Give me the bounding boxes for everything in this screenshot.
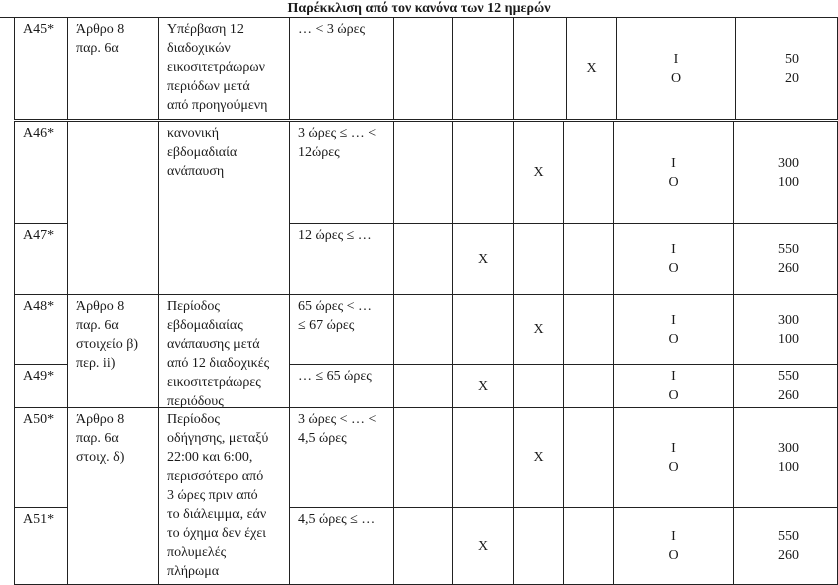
mark-empty-cell	[393, 507, 453, 585]
fine-cell-a45	[735, 17, 838, 120]
code-cell-a46: A46*	[14, 121, 68, 224]
condition-cell-a51: 4,5 ώρες ≤ …	[289, 507, 394, 585]
article-cell-group3: Άρθρο 8 παρ. 6α στοιχ. δ)	[67, 407, 159, 585]
level-cell-a46	[613, 121, 734, 224]
article-cell-group1-cont	[67, 121, 159, 295]
mark-cell-a46: X	[513, 121, 564, 224]
mark-empty-cell	[563, 407, 614, 508]
code-cell-a50: A50*	[14, 407, 68, 508]
fine-cell-a49	[733, 364, 838, 408]
mark-empty-cell	[563, 364, 614, 408]
fines-a48: 300 100	[778, 312, 799, 347]
mark-empty-cell	[513, 507, 564, 585]
mark-empty-cell	[393, 17, 453, 120]
mark-cell-a51: X	[452, 507, 514, 585]
condition-cell-a50: 3 ώρες < … < 4,5 ώρες	[289, 407, 394, 508]
mark-empty-cell	[452, 17, 514, 120]
fines-a49: 550 260	[778, 369, 799, 403]
level-cell-a49	[613, 364, 734, 408]
mark-empty-cell	[563, 223, 614, 295]
fines-a46: 300 100	[778, 155, 799, 190]
mark-cell-a47: X	[452, 223, 514, 295]
condition-cell-a45: … < 3 ώρες	[289, 17, 394, 120]
table-title: Παρέκκλιση από τον κανόνα των 12 ημερών	[287, 1, 551, 16]
mark-empty-cell	[563, 507, 614, 585]
mark-empty-cell	[452, 294, 514, 365]
mark-empty-cell	[393, 121, 453, 224]
description-cell-group1-part2: κανονική εβδομαδιαία ανάπαυση	[158, 121, 290, 295]
level-cell-a50	[613, 407, 734, 508]
levels-a45: I O	[670, 51, 682, 86]
condition-cell-a47: 12 ώρες ≤ …	[289, 223, 394, 295]
levels-a47: I O	[668, 242, 679, 276]
fines-a45: 50 20	[785, 51, 799, 86]
mark-empty-cell	[452, 121, 514, 224]
fines-a47: 550 260	[778, 242, 799, 276]
level-cell-a45	[616, 17, 736, 120]
level-cell-a48	[613, 294, 734, 365]
level-cell-a47	[613, 223, 734, 295]
description-cell-group3: Περίοδος οδήγησης, μεταξύ 22:00 και 6:00, περισσότερο από 3 ώρες πριν από το διάλειμμα, εάν το όχημα δεν έχει πολυμελές πλήρωμα	[158, 407, 290, 585]
mark-empty-cell	[563, 121, 614, 224]
code-cell-a49: A49*	[14, 364, 68, 408]
code-cell-a45: A45*	[14, 17, 68, 120]
mark-cell-a48: X	[513, 294, 564, 365]
mark-cell-a50: X	[513, 407, 564, 508]
article-cell-group1: Άρθρο 8 παρ. 6α	[67, 17, 159, 120]
fine-cell-a51	[733, 507, 838, 585]
description-cell-group1-part1: Υπέρβαση 12 διαδοχικών εικοσιτετράωρων περιόδων μετά από προηγούμενη	[158, 17, 290, 120]
mark-empty-cell	[513, 17, 567, 120]
levels-a48: I O	[668, 312, 679, 347]
condition-cell-a49: … ≤ 65 ώρες	[289, 364, 394, 408]
levels-a49: I O	[668, 369, 679, 403]
condition-cell-a48: 65 ώρες < … ≤ 67 ώρες	[289, 294, 394, 365]
mark-empty-cell	[513, 364, 564, 408]
mark-empty-cell	[452, 407, 514, 508]
mark-empty-cell	[393, 364, 453, 408]
levels-a46: I O	[668, 155, 679, 190]
article-cell-group2: Άρθρο 8 παρ. 6α στοιχείο β) περ. ii)	[67, 294, 159, 408]
fine-cell-a47	[733, 223, 838, 295]
fine-cell-a50	[733, 407, 838, 508]
code-cell-a47: A47*	[14, 223, 68, 295]
description-cell-group2: Περίοδος εβδομαδιαίας ανάπαυσης μετά από 12 διαδοχικές εικοσιτετράωρες περιόδους	[158, 294, 290, 408]
condition-cell-a46: 3 ώρες ≤ … < 12ώρες	[289, 121, 394, 224]
mark-empty-cell	[393, 407, 453, 508]
fines-a51: 550 260	[778, 529, 799, 563]
level-cell-a51	[613, 507, 734, 585]
mark-empty-cell	[393, 223, 453, 295]
mark-empty-cell	[563, 294, 614, 365]
fines-a50: 300 100	[778, 440, 799, 475]
mark-empty-cell	[513, 223, 564, 295]
mark-empty-cell	[393, 294, 453, 365]
levels-a51: I O	[668, 529, 679, 563]
code-cell-a48: A48*	[14, 294, 68, 365]
mark-cell-a45: X	[566, 17, 617, 120]
fine-cell-a48	[733, 294, 838, 365]
code-cell-a51: A51*	[14, 507, 68, 585]
fine-cell-a46	[733, 121, 838, 224]
mark-cell-a49: X	[452, 364, 514, 408]
levels-a50: I O	[668, 440, 679, 475]
